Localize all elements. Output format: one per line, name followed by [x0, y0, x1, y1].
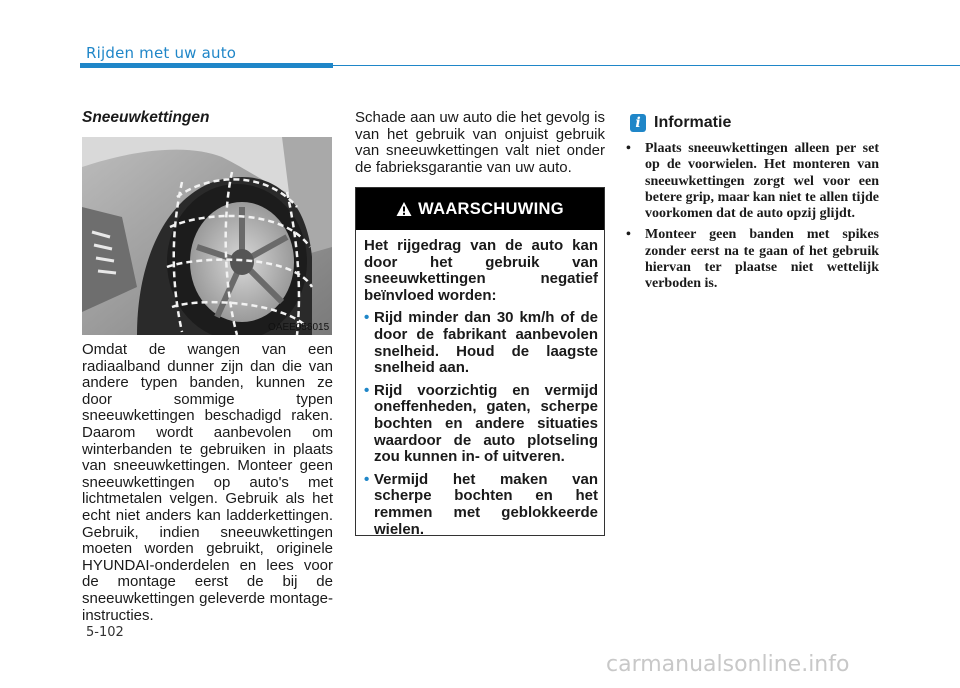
warning-body [364, 238, 598, 544]
info-icon: i [630, 114, 646, 132]
car-wheel-snow-chain-illustration [82, 137, 332, 335]
warning-triangle-icon [396, 201, 412, 217]
middle-body-text: Schade aan uw auto die het gevolg is van het gebruik van onjuist gebruik van sneeuwkettingen valt niet onder de fabrieksgarantie van uw auto. [355, 109, 605, 176]
warning-list-item: • Vermijd het maken van scherpe bochten en het remmen met geblokkeerde wielen. [364, 470, 598, 538]
snow-chain-figure [82, 137, 332, 335]
section-title: Sneeuwkettingen [82, 109, 210, 126]
left-body-text: Omdat de wangen van een radiaalband dunner zijn dan die van andere typen banden, kunnen ze door sommige typen sneeuwkettingen beschadigd raken. Daarom wordt aanbevolen om winterbanden te gebruiken in plaats van sneeuwkettingen. Monteer geen sneeuwkettingen op auto's met lichtmetalen velgen. Gebruik als het echt niet anders kan ladderkettingen. Gebruik, indien sneeuwkettingen moeten worden gebruikt, originele HYUNDAI-onderdelen en lees voor de montage eerst de bij de sneeuwkettingen geleverde montage-instructies. [82, 341, 333, 624]
warning-list [364, 310, 598, 538]
info-title: Informatie [654, 114, 732, 131]
info-header [630, 114, 731, 132]
warning-box [355, 187, 605, 536]
warning-header [356, 188, 604, 230]
warning-intro: Het rijgedrag van de auto kan door het gebruik van sneeuwkettingen negatief beïnvloed worden: [364, 237, 598, 304]
bullet-icon: • [364, 470, 370, 488]
bullet-icon: • [626, 227, 631, 243]
figure-caption: OAEE056015 [268, 322, 330, 333]
header-accent-bar [80, 63, 333, 68]
warning-list-item: • Rijd voorzichtig en vermijd oneffenheden, gaten, scherpe bochten en andere situaties waardoor de auto plotseling zou kunnen in- of uitveren. [364, 381, 598, 466]
page-number: 5-102 [86, 625, 124, 640]
watermark: carmanualsonline.info [606, 652, 850, 677]
info-list-item: • Monteer geen banden met spikes zonder eerst na te gaan of het gebruik hiervan ter plaatse niet wettelijk verboden is. [626, 227, 879, 292]
warning-label: WAARSCHUWING [418, 199, 564, 218]
info-list-item: • Plaats sneeuwkettingen alleen per set op de voorwielen. Het monteren van sneeuwkettingen zorgt wel voor een betere grip, maar kan niet te allen tijde voorkomen dat de auto opzij glijdt. [626, 141, 879, 222]
bullet-icon: • [364, 309, 370, 327]
header-divider-line [333, 65, 960, 66]
bullet-icon: • [364, 381, 370, 399]
warning-list-item: • Rijd minder dan 30 km/h of de door de fabrikant aanbevolen snelheid. Houd de laagste snelheid aan. [364, 309, 598, 377]
bullet-icon: • [626, 141, 631, 156]
info-list [626, 141, 879, 298]
chapter-title: Rijden met uw auto [86, 44, 237, 62]
